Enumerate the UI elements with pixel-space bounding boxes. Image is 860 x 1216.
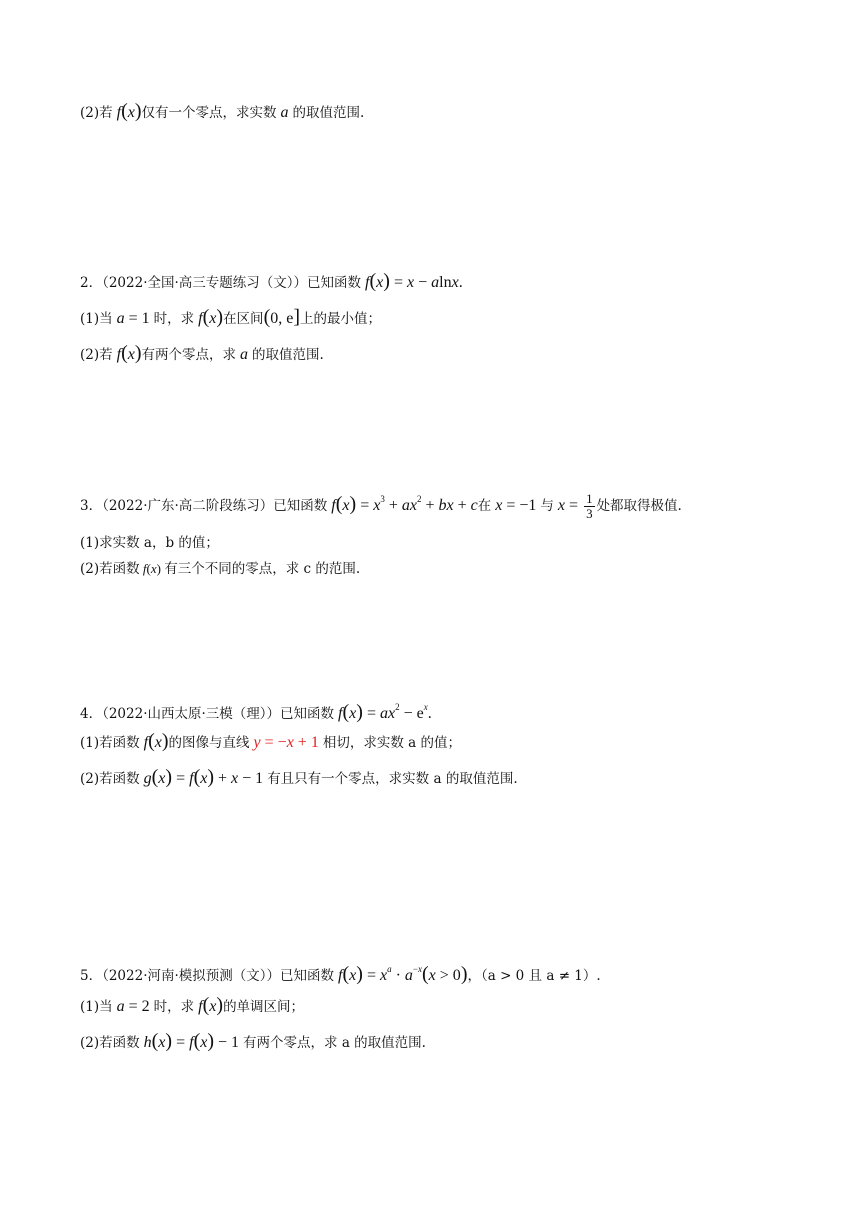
math-p4-func: $f(x) = ax^2 - e^x$. bbox=[338, 701, 432, 723]
math-p2-func: f(x) = x − alnx. bbox=[365, 270, 463, 292]
p4-q1: (1)若函数 f(x)的图像与直线 y = −x + 1 相切，求实数 a 的值； bbox=[80, 730, 461, 752]
math-p3-func: $f(x) = x^3 + ax^2$ + bx + c bbox=[331, 493, 478, 515]
p5-q1: (1)当 a = 2 时，求 f(x)的单调区间； bbox=[80, 994, 305, 1016]
p2-q2: (2)若 f(x)有两个零点，求 a 的取值范围. bbox=[80, 342, 324, 364]
p4-q2: (2)若函数 g(x) = f(x) + x − 1 有且只有一个零点，求实数 a 的取值范围. bbox=[80, 766, 518, 788]
p5-q2: (2)若函数 h(x) = f(x) − 1 有两个零点，求 a 的取值范围. bbox=[80, 1030, 426, 1052]
p3-q2: (2)若函数 f(x) 有三个不同的零点，求 c 的范围. bbox=[80, 561, 361, 577]
math-interval: (0, e] bbox=[263, 306, 301, 328]
math-p5-func: $f(x) = x^a \cdot a^{-x}(x > 0)$ bbox=[338, 963, 468, 985]
fraction-one-third: $\frac{1}{3}$ bbox=[586, 491, 593, 521]
math-line-red: y = −x + 1 bbox=[253, 734, 323, 751]
p1-q2: (2)若 f(x)仅有一个零点，求实数 a 的取值范围. bbox=[80, 100, 365, 122]
p5-stem: 5．（2022·河南·模拟预测（文））已知函数 $f(x) = x^a \cdot a^{-x}(x > 0)$，（a > 0 且 a ≠ 1）. bbox=[80, 963, 601, 985]
p2-q1: (1)当 a = 1 时，求 f(x)在区间(0, e]上的最小值； bbox=[80, 306, 382, 328]
p2-stem: 2．（2022·全国·高三专题练习（文））已知函数 f(x) = x − alnx. bbox=[80, 270, 463, 292]
p3-stem: 3．（2022·广东·高二阶段练习）已知函数 $f(x) = x^3 + ax^2$ + bx + c在 x = −1 与 x = $\frac{1}{3}$ 处都取得极值. bbox=[80, 491, 682, 521]
math-fx: f(x) bbox=[116, 100, 142, 122]
math-a: a bbox=[276, 104, 293, 121]
p4-stem: 4．（2022·山西太原·三模（理））已知函数 $f(x) = ax^2 - e^x$. bbox=[80, 701, 432, 723]
p3-q1: (1)求实数 a，b 的值； bbox=[80, 535, 219, 551]
